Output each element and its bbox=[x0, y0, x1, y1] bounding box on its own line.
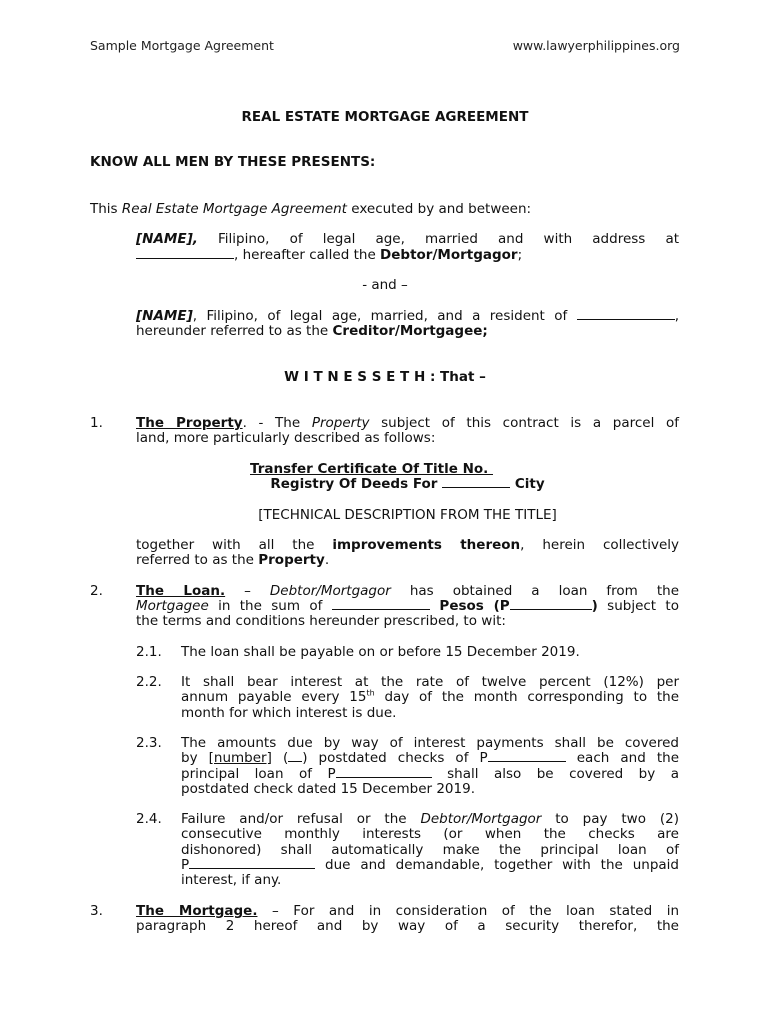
section3-line1: The Mortgage. – For and in consideration of the loan stated in bbox=[136, 903, 680, 919]
and-separator: - and – bbox=[362, 277, 408, 293]
section2-heading: The Loan. bbox=[136, 583, 226, 599]
section1-line1: The Property. - The Property subject of this contract is a parcel of bbox=[136, 415, 679, 431]
section2-line3: the terms and conditions hereunder prescribed, to wit: bbox=[136, 613, 506, 629]
sub-2-4-line5: interest, if any. bbox=[181, 872, 282, 888]
sub-2-3-line3: principal loan of P shall also be covered by a bbox=[181, 766, 679, 782]
tct-line: Transfer Certificate Of Title No. bbox=[250, 461, 493, 477]
section2-line2: Mortgagee in the sum of Pesos (P ) subject to bbox=[136, 598, 679, 614]
sub-2-4-line4: P due and demandable, together with the unpaid bbox=[181, 857, 679, 873]
header-left: Sample Mortgage Agreement bbox=[90, 38, 274, 53]
section3-line2: paragraph 2 hereof and by way of a security therefor, the bbox=[136, 918, 679, 934]
amount-figure-blank bbox=[510, 598, 592, 610]
sub-2-2-line2: annum payable every 15th day of the month corresponding to the bbox=[181, 688, 679, 705]
technical-description: [TECHNICAL DESCRIPTION FROM THE TITLE] bbox=[258, 507, 557, 523]
party2-line2: hereunder referred to as the Creditor/Mortgagee; bbox=[136, 323, 488, 339]
header-right: www.lawyerphilippines.org bbox=[512, 38, 680, 53]
party2-line1: [NAME], Filipino, of legal age, married, and a resident of , bbox=[136, 308, 679, 324]
sub-2-4-line3: dishonored) shall automatically make the principal loan of bbox=[181, 842, 679, 858]
sub-2-3-line4: postdated check dated 15 December 2019. bbox=[181, 781, 475, 797]
sub-2-2-line3: month for which interest is due. bbox=[181, 705, 397, 721]
check-amount-blank bbox=[488, 750, 566, 762]
sub-2-4-number: 2.4. bbox=[136, 811, 162, 827]
sub-2-3-number: 2.3. bbox=[136, 735, 162, 751]
checks-count-blank bbox=[288, 750, 302, 762]
sub-2-4-line1: Failure and/or refusal or the Debtor/Mortgagor to pay two (2) bbox=[181, 811, 679, 827]
sub-2-1-text: The loan shall be payable on or before 15 December 2019. bbox=[181, 644, 580, 660]
sub-2-3-line2: by [number] ( ) postdated checks of P each and the bbox=[181, 750, 680, 766]
section3-heading: The Mortgage. bbox=[136, 903, 258, 919]
section1-line2: land, more particularly described as follows: bbox=[136, 430, 436, 446]
city-blank bbox=[442, 476, 510, 488]
section1-heading: The Property bbox=[136, 415, 243, 431]
intro-line: This Real Estate Mortgage Agreement executed by and between: bbox=[90, 201, 532, 217]
document-title: REAL ESTATE MORTGAGE AGREEMENT bbox=[241, 109, 529, 125]
sub-2-3-line1: The amounts due by way of interest payments shall be covered bbox=[181, 735, 679, 751]
section1-number: 1. bbox=[90, 415, 103, 431]
registry-line: Registry Of Deeds For City bbox=[270, 476, 545, 492]
section3-number: 3. bbox=[90, 903, 103, 919]
section2-number: 2. bbox=[90, 583, 103, 599]
section1-after-line1: together with all the improvements thereon, herein collectively bbox=[136, 537, 679, 553]
sub-2-2-line1: It shall bear interest at the rate of twelve percent (12%) per bbox=[181, 674, 679, 690]
residence-blank bbox=[577, 308, 675, 320]
know-all-heading: KNOW ALL MEN BY THESE PRESENTS: bbox=[90, 154, 376, 170]
principal-blank bbox=[336, 766, 432, 778]
section2-line1: The Loan. – Debtor/Mortgagor has obtained a loan from the bbox=[136, 583, 679, 599]
witnesseth-heading: W I T N E S S E T H : That – bbox=[284, 369, 486, 385]
section1-after-line2: referred to as the Property. bbox=[136, 552, 330, 568]
address-blank bbox=[136, 247, 234, 259]
sub-2-1-number: 2.1. bbox=[136, 644, 162, 660]
party1-line1: [NAME], Filipino, of legal age, married and with address at bbox=[136, 231, 680, 247]
amount-words-blank bbox=[332, 598, 430, 610]
party1-line2: , hereafter called the Debtor/Mortgagor; bbox=[136, 247, 522, 263]
due-amount-blank bbox=[189, 857, 315, 869]
sub-2-2-number: 2.2. bbox=[136, 674, 162, 690]
sub-2-4-line2: consecutive monthly interests (or when the checks are bbox=[181, 826, 679, 842]
